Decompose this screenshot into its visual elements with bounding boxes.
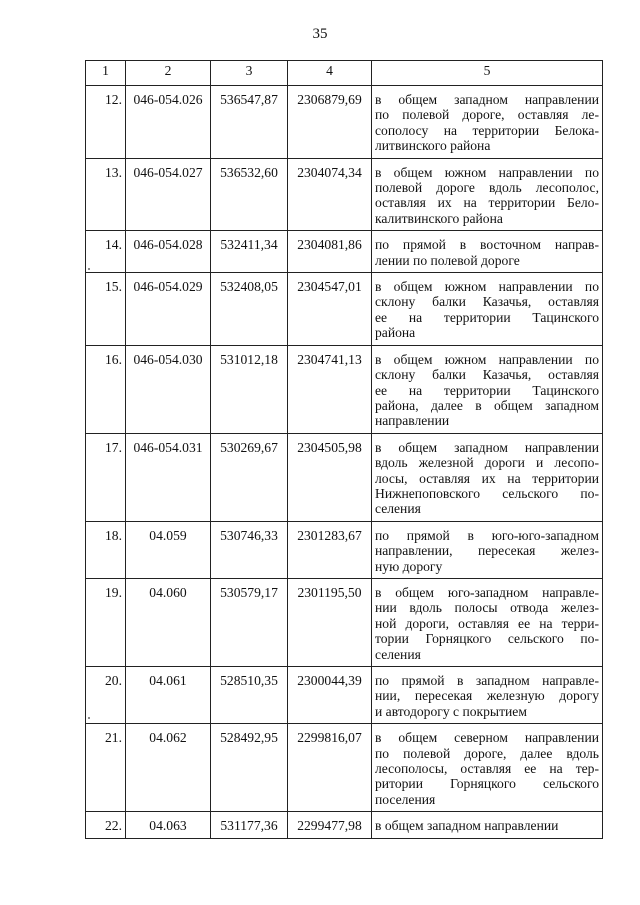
coord-x: 528510,35	[211, 667, 288, 724]
description-line: лосы, оставляя их на территории	[375, 470, 599, 486]
boundary-description	[372, 86, 603, 159]
row-number: 22.	[86, 812, 126, 838]
boundary-description	[372, 158, 603, 231]
row-number: 15.	[86, 273, 126, 346]
coord-x: 530269,67	[211, 433, 288, 521]
description-line: ее на территории Тацинского	[375, 309, 599, 325]
description-line: района	[375, 325, 416, 341]
description-line: ритории Горняцкого сельского	[375, 776, 599, 792]
header-col-4: 4	[288, 61, 372, 86]
description-line: по прямой в восточном направ-	[375, 237, 599, 253]
point-code: 046-054.027	[126, 158, 211, 231]
description-line: вдоль железной дороги и лесопо-	[375, 455, 599, 471]
coord-x: 536532,60	[211, 158, 288, 231]
coord-y: 2306879,69	[288, 86, 372, 159]
table-row	[86, 724, 603, 812]
coord-y: 2304074,34	[288, 158, 372, 231]
row-number: 18.	[86, 521, 126, 578]
table-row	[86, 812, 603, 838]
boundary-description	[372, 667, 603, 724]
coord-y: 2304547,01	[288, 273, 372, 346]
point-code: 04.061	[126, 667, 211, 724]
description-line: селения	[375, 646, 421, 662]
description-line: в общем западном направлении	[375, 818, 559, 834]
coord-y: 2304505,98	[288, 433, 372, 521]
row-number: 13.	[86, 158, 126, 231]
table-row	[86, 667, 603, 724]
boundary-points-table	[85, 60, 603, 839]
row-number: 14.	[86, 231, 126, 273]
description-line: направлении, пересекая желез-	[375, 543, 599, 559]
table-row	[86, 345, 603, 433]
table-row	[86, 86, 603, 159]
row-number: 17.	[86, 433, 126, 521]
coord-x: 536547,87	[211, 86, 288, 159]
coord-y: 2301283,67	[288, 521, 372, 578]
table-row	[86, 231, 603, 273]
description-line: склону балки Казачья, оставляя	[375, 294, 599, 310]
table-row	[86, 158, 603, 231]
description-line: в общем южном направлении по	[375, 351, 599, 367]
row-number: 16.	[86, 345, 126, 433]
boundary-description	[372, 433, 603, 521]
header-col-5: 5	[372, 61, 603, 86]
description-line: в общем северном направлении	[375, 730, 599, 746]
description-line: оставляя их на территории Бело-	[375, 195, 599, 211]
description-line: в общем западном направлении	[375, 92, 599, 107]
coord-x: 531177,36	[211, 812, 288, 838]
description-line: района, далее в общем западном	[375, 397, 599, 413]
description-line: направлении	[375, 413, 450, 429]
description-line: по прямой в юго-юго-западном	[375, 527, 599, 543]
description-line: лесополосы, оставляя ее на тер-	[375, 761, 599, 777]
coord-y: 2304741,13	[288, 345, 372, 433]
point-code: 04.060	[126, 578, 211, 666]
point-code: 046-054.029	[126, 273, 211, 346]
header-col-1: 1	[86, 61, 126, 86]
coord-x: 530579,17	[211, 578, 288, 666]
description-line: Нижнепоповского сельского по-	[375, 485, 599, 501]
description-line: литвинского района	[375, 138, 491, 154]
page-number: 35	[312, 26, 328, 42]
description-line: лении по полевой дороге	[375, 252, 520, 268]
description-line: калитвинского района	[375, 210, 503, 226]
description-line: в общем южном направлении по	[375, 164, 599, 180]
boundary-description	[372, 231, 603, 273]
description-line: склону балки Казачья, оставляя	[375, 367, 599, 383]
coord-x: 532408,05	[211, 273, 288, 346]
boundary-description	[372, 724, 603, 812]
point-code: 046-054.030	[126, 345, 211, 433]
description-line: в общем южном направлении по	[375, 279, 599, 295]
header-col-2: 2	[126, 61, 211, 86]
description-line: сополосу на территории Белока-	[375, 122, 599, 138]
point-code: 046-054.031	[126, 433, 211, 521]
description-line: по полевой дороге, оставляя ле-	[375, 107, 599, 123]
description-line: в общем юго-западном направле-	[375, 584, 599, 600]
table-row	[86, 273, 603, 346]
row-number: 21.	[86, 724, 126, 812]
coord-x: 531012,18	[211, 345, 288, 433]
coord-x: 528492,95	[211, 724, 288, 812]
description-line: ее на территории Тацинского	[375, 382, 599, 398]
scan-speck	[88, 268, 90, 270]
coord-y: 2299477,98	[288, 812, 372, 838]
description-line: поселения	[375, 791, 436, 807]
coord-x: 532411,34	[211, 231, 288, 273]
row-number: 20.	[86, 667, 126, 724]
boundary-description	[372, 273, 603, 346]
boundary-description	[372, 521, 603, 578]
description-line: в общем западном направлении	[375, 439, 599, 455]
coord-y: 2300044,39	[288, 667, 372, 724]
description-line: нии, пересекая железную дорогу	[375, 688, 599, 704]
description-line: нии вдоль полосы отвода желез-	[375, 600, 599, 616]
header-col-3: 3	[211, 61, 288, 86]
point-code: 046-054.028	[126, 231, 211, 273]
description-line: тории Горняцкого сельского по-	[375, 631, 599, 647]
coord-x: 530746,33	[211, 521, 288, 578]
coord-y: 2299816,07	[288, 724, 372, 812]
boundary-description	[372, 812, 603, 838]
table-header-row	[86, 61, 603, 86]
scan-speck	[88, 717, 90, 719]
description-line: и автодорогу с покрытием	[375, 703, 527, 719]
boundary-description	[372, 345, 603, 433]
description-line: селения	[375, 501, 421, 517]
point-code: 04.062	[126, 724, 211, 812]
point-code: 04.059	[126, 521, 211, 578]
table-row	[86, 433, 603, 521]
point-code: 046-054.026	[126, 86, 211, 159]
coord-y: 2304081,86	[288, 231, 372, 273]
description-line: ной дороги, оставляя ее на терри-	[375, 615, 599, 631]
row-number: 19.	[86, 578, 126, 666]
description-line: по полевой дороге, далее вдоль	[375, 745, 599, 761]
boundary-description	[372, 578, 603, 666]
point-code: 04.063	[126, 812, 211, 838]
row-number: 12.	[86, 86, 126, 159]
table-row	[86, 578, 603, 666]
table-row	[86, 521, 603, 578]
description-line: полевой дороге вдоль лесополос,	[375, 180, 599, 196]
coord-y: 2301195,50	[288, 578, 372, 666]
description-line: ную дорогу	[375, 558, 443, 574]
description-line: по прямой в западном направле-	[375, 673, 599, 688]
